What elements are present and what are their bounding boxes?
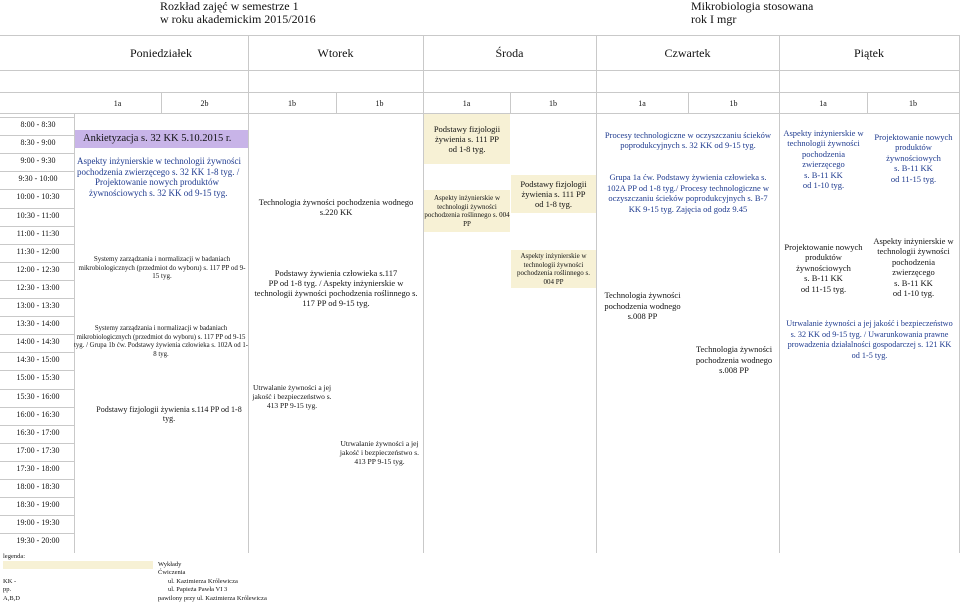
tuesday-block3-text: Utrwalanie żywności a jej jakość i bezpieczeństwo s. 413 PP 9-15 tyg.	[252, 383, 332, 410]
time-slot: 15:00 - 15:30	[16, 373, 60, 383]
group-header: 1a	[113, 99, 122, 108]
academic-year: w roku akademickim 2015/2016	[160, 12, 316, 26]
group-header: 1b	[375, 99, 384, 108]
time-slot: 9:30 - 10:00	[18, 174, 58, 184]
friday-block1-line4: zwierzęcego	[802, 159, 845, 169]
group-header: 1a	[462, 99, 471, 108]
friday-block4-line1: Aspekty inżynierskie w	[873, 235, 954, 246]
monday-survey	[75, 130, 248, 148]
time-slot: 8:00 - 8:30	[20, 120, 56, 129]
thursday-block4-line1: Technologia żywności	[695, 344, 773, 355]
thursday-block1	[597, 128, 779, 152]
friday-block1-line6: od 1-10 tyg.	[802, 180, 845, 190]
time-divider	[0, 407, 74, 408]
group-header: 1b	[909, 99, 917, 108]
thursday-block3-line1: Technologia żywności	[604, 290, 681, 301]
time-divider	[0, 479, 74, 480]
time-slot: 10:00 - 10:30	[16, 192, 60, 202]
time-slot: 10:30 - 11:00	[16, 210, 60, 220]
friday-block3-line1: Projektowanie nowych	[784, 241, 863, 252]
monday-block3	[74, 323, 248, 361]
tuesday-block2-line1: Podstawy żywienia człowieka s.117	[274, 268, 398, 278]
time-slot: 12:30 - 13:00	[16, 282, 60, 292]
friday-block5	[780, 318, 959, 362]
group-header: 1a	[638, 99, 646, 108]
program-name: Mikrobiologia stosowana	[691, 0, 814, 13]
group-header: 1b	[549, 99, 557, 108]
friday-block3-line3: żywnościowych	[796, 262, 851, 273]
legend-lectures: Wykłady	[158, 561, 182, 568]
thursday-block2-line4: KK 9-15 tyg. Zajęcia od godz 9.45	[628, 203, 748, 214]
semester-title: Rozkład zajęć w semestrze 1	[160, 0, 299, 13]
friday-block5-line1: Utrwalanie żywności a jej jakość i bezpieczeństwo	[786, 319, 953, 328]
friday-block1	[780, 126, 867, 192]
thursday-block2-line3: oczyszczaniu ścieków poprodukcyjnych s. B-7	[608, 193, 768, 203]
friday-block3	[780, 240, 867, 296]
thursday-block2-line1: Grupa 1a ćw. Podstawy żywienia człowieka s.	[609, 172, 767, 182]
wednesday-block3-line3: od 1-8 tyg.	[534, 199, 573, 209]
time-slot: 17:30 - 18:00	[16, 463, 60, 473]
group-header: 1b	[288, 99, 296, 108]
time-divider	[0, 280, 74, 281]
time-slot: 18:30 - 19:00	[16, 500, 60, 510]
time-slot: 9:00 - 9:30	[20, 156, 56, 166]
wednesday-block4-text: Aspekty inżynierskie w technologii żywności pochodzenia roślinnego s. 004 PP	[517, 252, 590, 286]
time-divider	[0, 425, 74, 426]
legend-abd-desc: pawilony przy ul. Kazimierza Królewicza	[158, 595, 267, 602]
group-header: 1b	[729, 99, 738, 108]
time-slot: 14:00 - 14:30	[16, 337, 60, 347]
legend-pp-desc: ul. Papieża Pawła VI 3	[168, 586, 228, 593]
wednesday-block2	[424, 190, 510, 232]
wednesday-block4	[511, 250, 596, 288]
friday-block3-line2: produktów	[805, 252, 842, 263]
monday-block4	[90, 402, 248, 426]
wednesday-block3-line1: Podstawy fizjologii	[520, 179, 587, 189]
wednesday-block1-line3: od 1-8 tyg.	[448, 144, 486, 154]
friday-block4-line2: technologii żywności	[877, 246, 950, 256]
friday-block3-line5: od 11-15 tyg.	[800, 283, 847, 294]
monday-block1-line4: żywnościowych s. 32 KK od 9-15 tyg.	[89, 187, 228, 198]
wednesday-block1	[424, 114, 510, 164]
friday-block1-line5: s. B-11 KK	[804, 169, 843, 180]
monday-block1-line1: Aspekty inżynierskie w technologii żywności	[77, 156, 241, 166]
friday-block2-line5: od 11-15 tyg.	[890, 173, 937, 184]
monday-block4-text: Podstawy fizjologii żywienia s.114 PP od 1-8 tyg.	[96, 404, 242, 423]
wednesday-block2-text: Aspekty inżynierskie w technologii żywności pochodzenia roślinnego s. 004 PP	[424, 194, 510, 228]
time-slot: 15:30 - 16:00	[16, 391, 60, 401]
time-slot: 12:00 - 12:30	[16, 264, 60, 274]
time-slot: 11:00 - 11:30	[16, 228, 60, 238]
friday-block1-line1: Aspekty inżynierskie w	[783, 127, 864, 138]
legend-abd-abbr: A,B,D	[3, 595, 20, 602]
time-divider	[0, 153, 74, 154]
time-divider	[0, 135, 74, 136]
legend-kk-desc: ul. Kazimierza Królewicza	[168, 578, 238, 585]
friday-block4-line3: pochodzenia	[892, 256, 935, 267]
time-divider	[0, 208, 74, 209]
group-header: 1a	[819, 99, 827, 108]
day-friday: Piątek	[854, 46, 884, 60]
time-slot: 19:00 - 19:30	[16, 518, 60, 528]
time-divider	[0, 497, 74, 498]
time-divider	[0, 262, 74, 263]
time-divider	[0, 352, 74, 353]
friday-block4-line5: s. B-11 KK	[894, 277, 933, 288]
time-divider	[0, 117, 74, 118]
thursday-block4-line3: s.008 PP	[719, 365, 749, 376]
time-divider	[0, 226, 74, 227]
monday-block3-text: Systemy zarządzania i normalizacji w badaniach mikrobiologicznych (przedmiot do wyboru) s. 117 PP od 9-15 tyg. / Grupa 1b ćw. Podstawy żywienia człowieka s. 102A od 1-8 tyg.	[74, 325, 248, 358]
friday-block2-line1: Projektowanie nowych	[874, 131, 953, 142]
thursday-block3-line2: pochodzenia wodnego	[604, 300, 681, 311]
friday-block4	[868, 234, 959, 300]
time-divider	[0, 316, 74, 317]
thursday-block1-line2: poprodukcyjnych s. 32 KK od 9-15 tyg.	[620, 140, 756, 150]
tuesday-block1	[249, 190, 423, 224]
time-divider	[0, 334, 74, 335]
monday-block1-line3: Projektowanie nowych produktów	[95, 177, 219, 187]
day-tuesday: Wtorek	[317, 46, 354, 60]
friday-block5-line3: prowadzenia działalności gospodarczej s. 121 KK	[787, 340, 952, 349]
friday-block5-line4: od 1-5 tyg.	[851, 350, 888, 360]
friday-block2	[868, 130, 959, 186]
time-divider	[0, 389, 74, 390]
friday-block4-line6: od 1-10 tyg.	[892, 288, 935, 298]
tuesday-block1-text: Technologia żywności pochodzenia wodnego s.220 KK	[258, 197, 414, 217]
thursday-block4	[689, 342, 779, 378]
time-slot: 8:30 - 9:00	[20, 138, 56, 148]
monday-block2-text: Systemy zarządzania i normalizacji w badaniach mikrobiologicznych (przedmiot do wyboru) s. 117 PP od 9-15 tyg.	[78, 255, 246, 281]
tuesday-block4-text: Utrwalanie żywności a jej jakość i bezpieczeństwo s. 413 PP 9-15 tyg.	[339, 439, 420, 466]
thursday-block3-line3: s.008 PP	[627, 311, 658, 322]
time-slot: 17:00 - 17:30	[16, 445, 60, 455]
wednesday-block1-line2: żywienia s. 111 PP	[434, 134, 500, 144]
day-monday: Poniedziałek	[130, 46, 192, 60]
time-divider	[0, 443, 74, 444]
friday-block2-line4: s. B-11 KK	[894, 163, 933, 174]
tuesday-block2-line3: technologii żywności pochodzenia roślinnego s.	[254, 288, 418, 298]
thursday-block3	[597, 288, 688, 324]
group-header: 2b	[200, 99, 209, 108]
friday-block5-line2: s. 32 KK od 9-15 tyg. / Uwarunkowania prawne	[790, 329, 949, 339]
time-divider	[0, 298, 74, 299]
friday-block2-line3: żywnościowych	[886, 152, 941, 163]
time-divider	[0, 461, 74, 462]
friday-block2-line2: produktów	[895, 142, 932, 153]
friday-block1-line3: pochodzenia	[802, 148, 845, 159]
time-divider	[0, 171, 74, 172]
wednesday-block3-line2: żywienia s. 111 PP	[521, 189, 586, 199]
tuesday-block3	[249, 380, 335, 413]
time-slot: 16:30 - 17:00	[16, 427, 60, 437]
time-slot: 18:00 - 18:30	[16, 482, 60, 491]
monday-block1	[75, 152, 248, 202]
thursday-block1-line1: Procesy technologiczne w oczyszczaniu ścieków	[604, 130, 772, 140]
legend-title: legenda:	[3, 553, 26, 560]
monday-block2	[76, 252, 248, 284]
tuesday-block2	[249, 265, 423, 311]
time-slot: 13:30 - 14:00	[16, 319, 60, 329]
thursday-block2-line2: 102A PP od 1-8 tyg./ Procesy technologiczne w	[606, 182, 770, 193]
time-slot: 13:00 - 13:30	[16, 301, 60, 310]
legend-lecture-swatch	[3, 561, 153, 569]
legend-kk-abbr: KK -	[3, 578, 17, 585]
time-divider	[0, 515, 74, 516]
study-year: rok I mgr	[691, 12, 737, 26]
legend-exercises: Ćwiczenia	[158, 569, 186, 576]
tuesday-block2-line4: 117 PP od 9-15 tyg.	[302, 298, 370, 308]
time-divider	[0, 533, 74, 534]
legend-pp-abbr: pp.	[3, 586, 12, 593]
time-divider	[0, 244, 74, 245]
wednesday-block3	[511, 175, 596, 213]
thursday-block4-line2: pochodzenia wodnego	[695, 354, 773, 365]
thursday-block2	[597, 170, 779, 216]
friday-block4-line4: zwierzęcego	[892, 267, 935, 277]
day-wednesday: Środa	[495, 46, 524, 60]
time-divider	[0, 189, 74, 190]
time-slot: 14:30 - 15:00	[16, 355, 60, 365]
time-slot: 16:00 - 16:30	[16, 409, 60, 419]
monday-survey-text: Ankietyzacja s. 32 KK 5.10.2015 r.	[83, 133, 232, 144]
friday-block3-line4: s. B-11 KK	[804, 273, 843, 284]
tuesday-block4	[336, 436, 423, 469]
time-slot: 11:30 - 12:00	[16, 246, 60, 256]
time-slot: 19:30 - 20:00	[16, 536, 60, 546]
monday-block1-line2: pochodzenia zwierzęcego s. 32 KK 1-8 tyg. /	[77, 166, 240, 177]
friday-block1-line2: technologii żywności	[787, 138, 860, 148]
day-thursday: Czwartek	[664, 46, 711, 60]
time-divider	[0, 370, 74, 371]
wednesday-block1-line1: Podstawy fizjologii	[433, 124, 501, 134]
tuesday-block2-line2: PP od 1-8 tyg. / Aspekty inżynierskie w	[268, 278, 404, 288]
